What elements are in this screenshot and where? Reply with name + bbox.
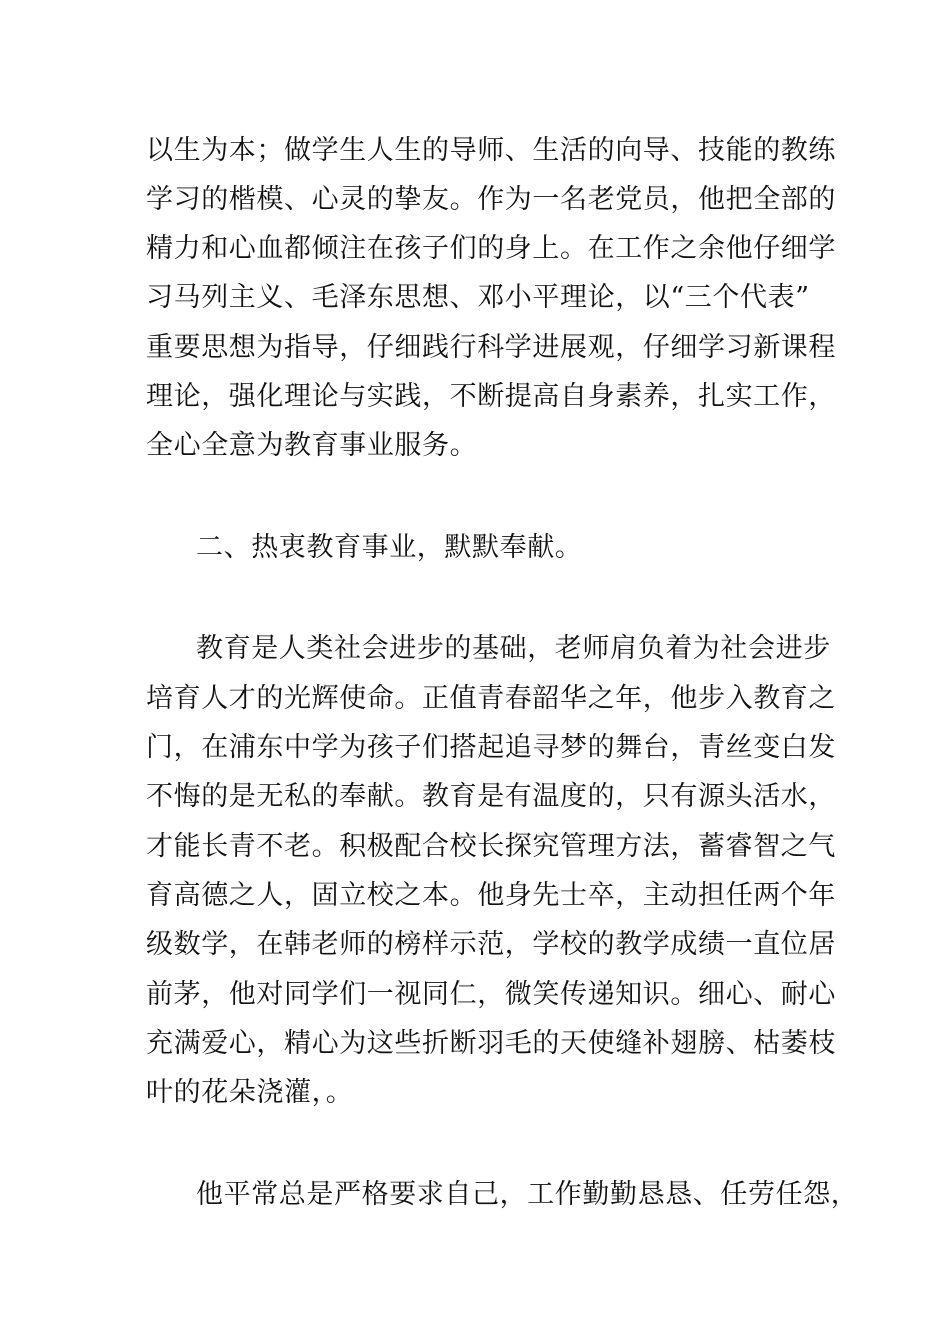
section-heading: 二、热衷教育事业，默默奉献。 [196, 532, 583, 563]
text-line: 教育是人类社会进步的基础，老师肩负着为社会进步 [196, 633, 831, 664]
text-line: 全心全意为教育事业服务。 [146, 430, 478, 461]
text-line: 门，在浦东中学为孩子们搭起追寻梦的舞台，青丝变白发 [146, 732, 836, 763]
text-line: 充满爱心，精心为这些折断羽毛的天使缝补翅膀、枯萎枝 [146, 1028, 836, 1059]
text-line: 培育人才的光辉使命。正值青春韶华之年，他步入教育之 [146, 683, 836, 714]
text-line: 以生为本；做学生人生的导师、生活的向导、技能的教练 [146, 135, 836, 166]
text-line: 前茅，他对同学们一视同仁，微笑传递知识。细心、耐心 [146, 979, 836, 1010]
text-line: 不悔的是无私的奉献。教育是有温度的，只有源头活水， [146, 781, 836, 812]
text-line: 理论，强化理论与实践，不断提高自身素养，扎实工作， [146, 381, 836, 412]
text-line: 习马列主义、毛泽东思想、邓小平理论，以“三个代表” [146, 282, 810, 313]
text-line: 精力和心血都倾注在孩子们的身上。在工作之余他仔细学 [146, 233, 836, 264]
text-line: 重要思想为指导，仔细践行科学进展观，仔细学习新课程 [146, 332, 836, 363]
text-line: 叶的花朵浇灌，。 [146, 1077, 354, 1108]
text-line: 才能长青不老。积极配合校长探究管理方法，蓄睿智之气 [146, 831, 836, 862]
text-line: 他平常总是严格要求自己，工作勤勤恳恳、任劳任怨， [196, 1179, 859, 1210]
text-line: 学习的楷模、心灵的挚友。作为一名老党员，他把全部的 [146, 184, 836, 215]
text-line: 育高德之人，固立校之本。他身先士卒，主动担任两个年 [146, 880, 836, 911]
text-line: 级数学，在韩老师的榜样示范，学校的教学成绩一直位居 [146, 929, 836, 960]
